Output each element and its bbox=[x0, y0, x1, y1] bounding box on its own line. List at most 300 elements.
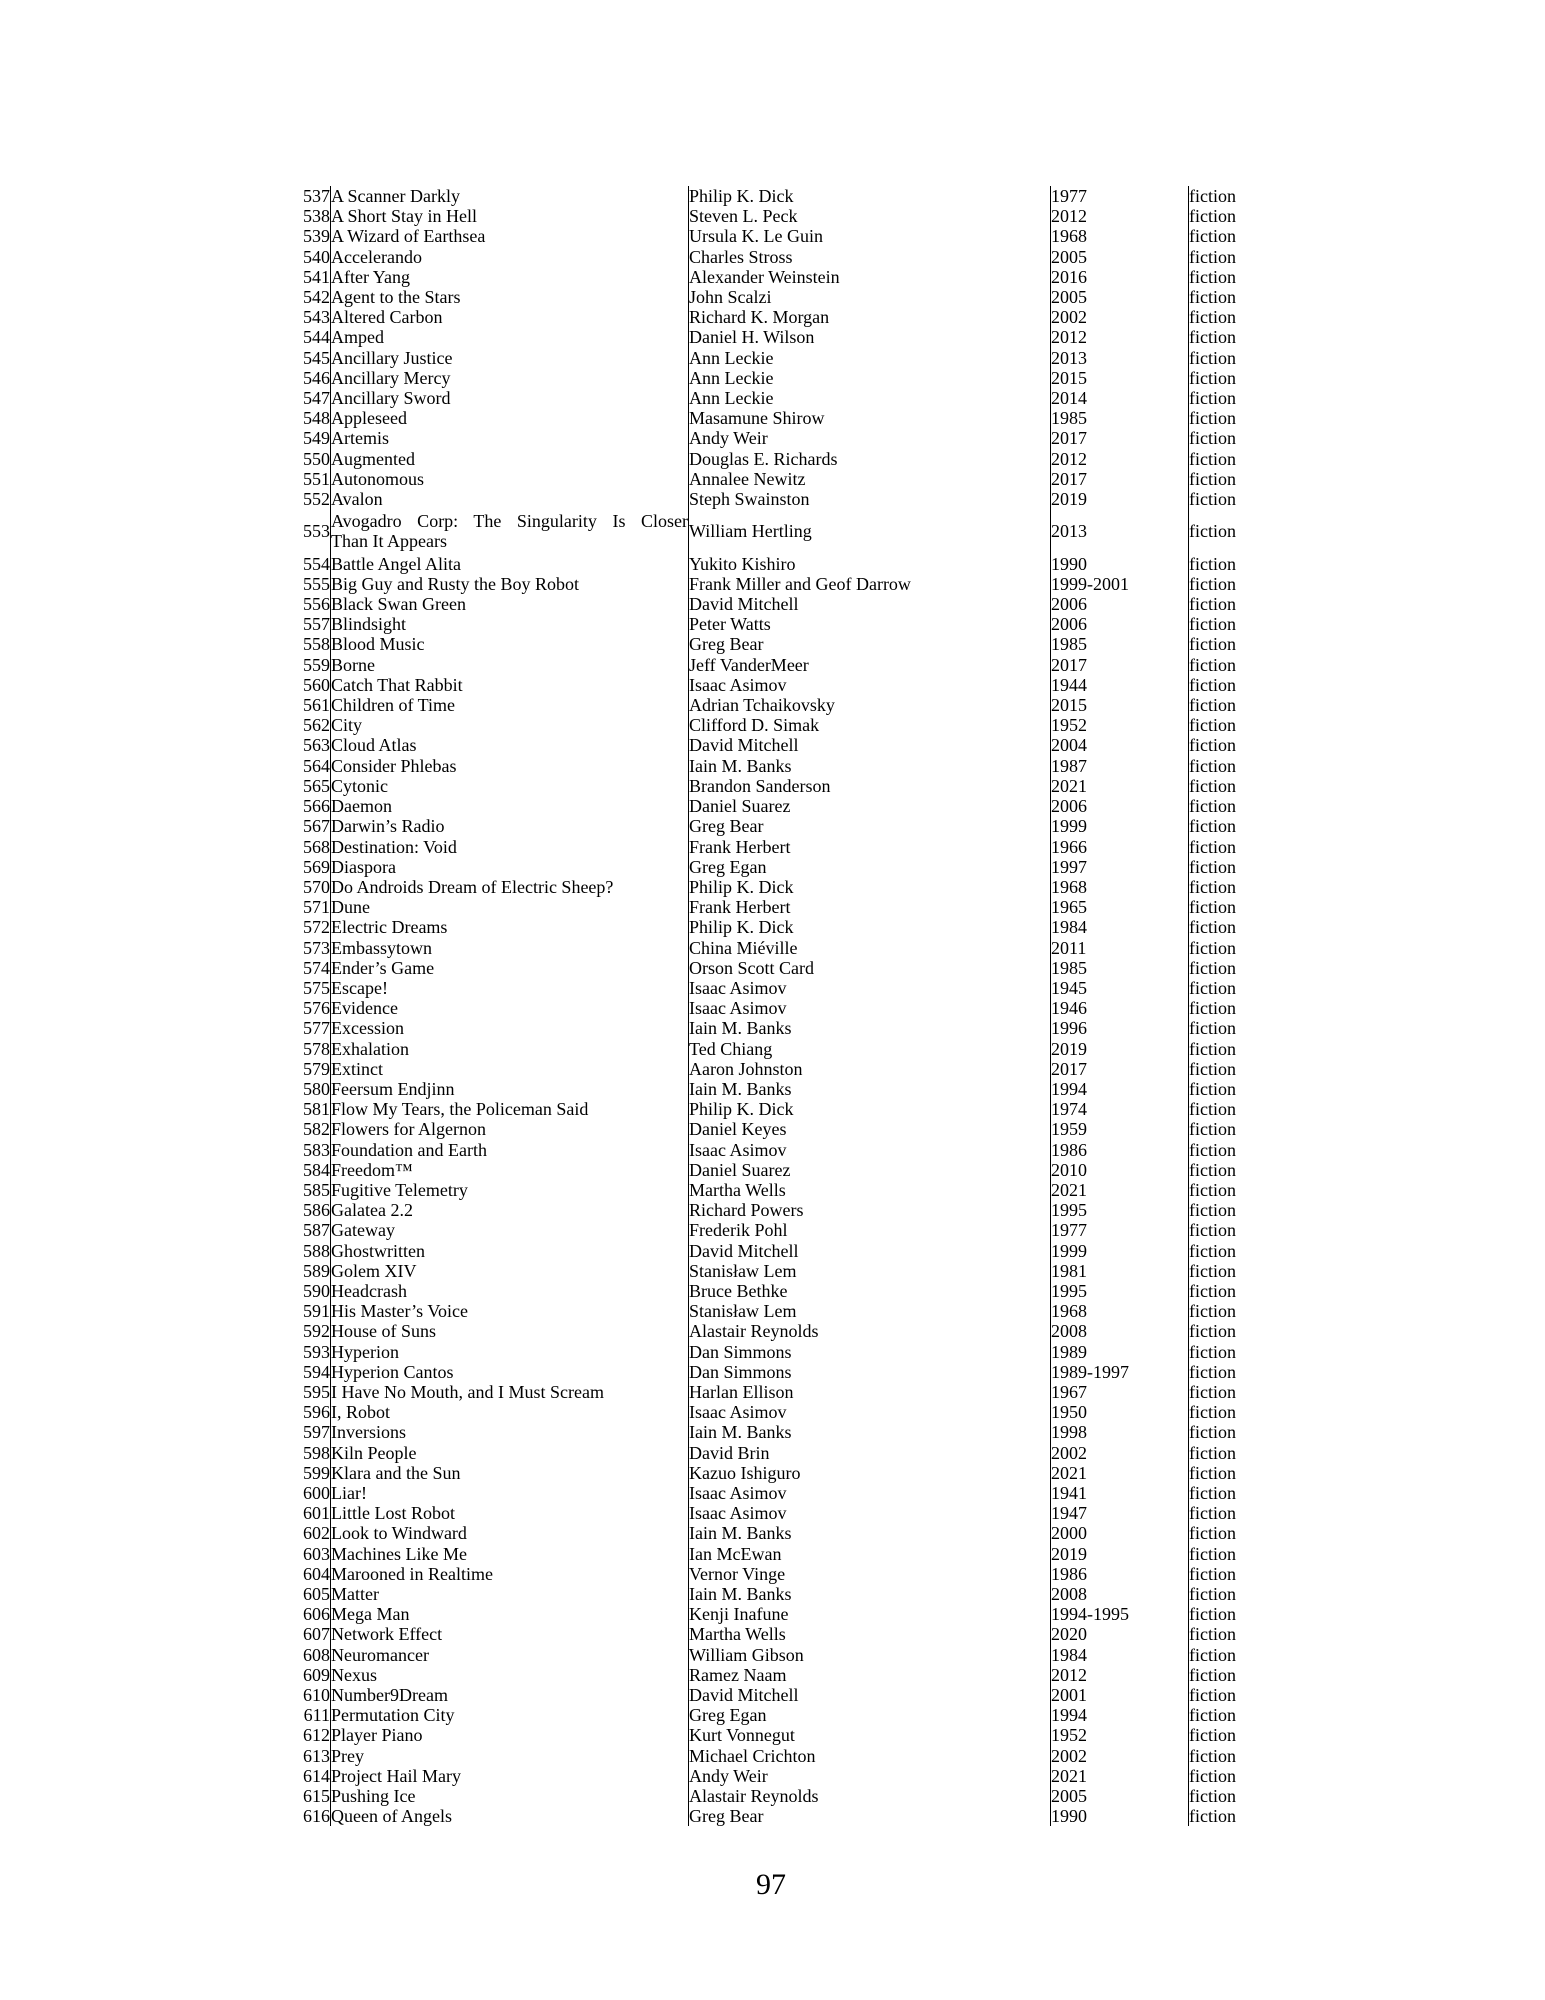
year-cell: 1995 bbox=[1051, 1200, 1189, 1220]
year-cell: 2021 bbox=[1051, 776, 1189, 796]
genre-cell: fiction bbox=[1189, 186, 1281, 206]
title-cell: His Master’s Voice bbox=[331, 1301, 689, 1321]
genre-cell: fiction bbox=[1189, 1059, 1281, 1079]
title-cell bbox=[331, 509, 689, 553]
title-cell: Cloud Atlas bbox=[331, 735, 689, 755]
author-cell: Ann Leckie bbox=[689, 368, 1051, 388]
table-row bbox=[240, 388, 1280, 408]
author-cell: Masamune Shirow bbox=[689, 408, 1051, 428]
year-cell: 1999 bbox=[1051, 816, 1189, 836]
title-cell: Escape! bbox=[331, 978, 689, 998]
author-cell: Greg Bear bbox=[689, 816, 1051, 836]
row-number-cell: 545 bbox=[303, 347, 330, 368]
table-row bbox=[240, 634, 1280, 654]
table-row bbox=[240, 1463, 1280, 1483]
row-number-cell: 594 bbox=[303, 1361, 330, 1382]
row-number-cell: 603 bbox=[303, 1543, 330, 1564]
row-number-cell: 571 bbox=[303, 897, 330, 918]
author-cell: Philip K. Dick bbox=[689, 877, 1051, 897]
year-cell: 1984 bbox=[1051, 917, 1189, 937]
year-cell: 1965 bbox=[1051, 897, 1189, 917]
title-cell: Artemis bbox=[331, 428, 689, 448]
genre-cell: fiction bbox=[1189, 1018, 1281, 1038]
row-number-cell: 566 bbox=[303, 796, 330, 817]
author-cell: Martha Wells bbox=[689, 1624, 1051, 1644]
table-row bbox=[240, 715, 1280, 735]
year-cell: 1968 bbox=[1051, 226, 1189, 246]
author-cell: Bruce Bethke bbox=[689, 1281, 1051, 1301]
author-cell: Isaac Asimov bbox=[689, 978, 1051, 998]
year-cell: 2011 bbox=[1051, 938, 1189, 958]
author-cell: Kazuo Ishiguro bbox=[689, 1463, 1051, 1483]
row-number-cell: 549 bbox=[303, 428, 330, 449]
title-cell: Nexus bbox=[331, 1665, 689, 1685]
table-row bbox=[240, 1220, 1280, 1240]
genre-cell: fiction bbox=[1189, 1584, 1281, 1604]
year-cell: 2006 bbox=[1051, 614, 1189, 634]
genre-cell: fiction bbox=[1189, 1079, 1281, 1099]
table-row bbox=[240, 408, 1280, 428]
author-cell: Iain M. Banks bbox=[689, 1018, 1051, 1038]
author-cell: Philip K. Dick bbox=[689, 186, 1051, 206]
author-cell: Greg Bear bbox=[689, 1806, 1051, 1826]
author-cell: Daniel H. Wilson bbox=[689, 327, 1051, 347]
table-row bbox=[240, 428, 1280, 448]
title-cell: Cytonic bbox=[331, 776, 689, 796]
row-number-cell: 570 bbox=[303, 876, 330, 897]
genre-cell: fiction bbox=[1189, 1746, 1281, 1766]
table-row bbox=[240, 206, 1280, 226]
author-cell: Kenji Inafune bbox=[689, 1604, 1051, 1624]
year-cell: 1999-2001 bbox=[1051, 574, 1189, 594]
author-cell: Dan Simmons bbox=[689, 1362, 1051, 1382]
title-cell: Matter bbox=[331, 1584, 689, 1604]
row-number-cell: 575 bbox=[303, 977, 330, 998]
table-row bbox=[240, 1039, 1280, 1059]
author-cell: Alastair Reynolds bbox=[689, 1321, 1051, 1341]
title-cell: Agent to the Stars bbox=[331, 287, 689, 307]
title-cell: Fugitive Telemetry bbox=[331, 1180, 689, 1200]
author-cell: Aaron Johnston bbox=[689, 1059, 1051, 1079]
genre-cell: fiction bbox=[1189, 1402, 1281, 1422]
year-cell: 2012 bbox=[1051, 1665, 1189, 1685]
title-cell: Consider Phlebas bbox=[331, 756, 689, 776]
year-cell: 2012 bbox=[1051, 327, 1189, 347]
author-cell: Frederik Pohl bbox=[689, 1220, 1051, 1240]
title-cell: Appleseed bbox=[331, 408, 689, 428]
author-cell: Isaac Asimov bbox=[689, 1483, 1051, 1503]
title-cell: Number9Dream bbox=[331, 1685, 689, 1705]
genre-cell: fiction bbox=[1189, 1523, 1281, 1543]
row-number-cell: 546 bbox=[303, 367, 330, 388]
year-cell: 1998 bbox=[1051, 1422, 1189, 1442]
table-row bbox=[240, 226, 1280, 246]
table-row bbox=[240, 857, 1280, 877]
year-cell: 1974 bbox=[1051, 1099, 1189, 1119]
genre-cell: fiction bbox=[1189, 327, 1281, 347]
author-cell: Alexander Weinstein bbox=[689, 267, 1051, 287]
year-cell: 2004 bbox=[1051, 735, 1189, 755]
table-row bbox=[240, 554, 1280, 574]
genre-cell: fiction bbox=[1189, 1321, 1281, 1341]
genre-cell: fiction bbox=[1189, 287, 1281, 307]
row-number-cell: 540 bbox=[303, 246, 330, 267]
year-cell: 2017 bbox=[1051, 1059, 1189, 1079]
table-row bbox=[240, 735, 1280, 755]
title-cell: Destination: Void bbox=[331, 837, 689, 857]
genre-cell: fiction bbox=[1189, 1241, 1281, 1261]
genre-cell: fiction bbox=[1189, 206, 1281, 226]
genre-cell: fiction bbox=[1189, 1624, 1281, 1644]
table-row bbox=[240, 1523, 1280, 1543]
author-cell: Ann Leckie bbox=[689, 348, 1051, 368]
table-row bbox=[240, 1422, 1280, 1442]
year-cell: 1997 bbox=[1051, 857, 1189, 877]
title-cell: Children of Time bbox=[331, 695, 689, 715]
year-cell: 2002 bbox=[1051, 307, 1189, 327]
author-cell: Kurt Vonnegut bbox=[689, 1725, 1051, 1745]
year-cell: 1990 bbox=[1051, 554, 1189, 574]
table-row bbox=[240, 978, 1280, 998]
table-row bbox=[240, 998, 1280, 1018]
table-row bbox=[240, 1241, 1280, 1261]
page-number: 97 bbox=[756, 1868, 786, 1901]
title-cell: Blood Music bbox=[331, 634, 689, 654]
genre-cell: fiction bbox=[1189, 816, 1281, 836]
author-cell: Iain M. Banks bbox=[689, 1584, 1051, 1604]
row-number-cell: 569 bbox=[303, 856, 330, 877]
year-cell: 2017 bbox=[1051, 469, 1189, 489]
title-cell: Flow My Tears, the Policeman Said bbox=[331, 1099, 689, 1119]
table-row bbox=[240, 574, 1280, 594]
author-cell: Isaac Asimov bbox=[689, 1140, 1051, 1160]
year-cell: 1967 bbox=[1051, 1382, 1189, 1402]
year-cell: 1977 bbox=[1051, 186, 1189, 206]
row-number-cell: 551 bbox=[303, 468, 330, 489]
title-cell: Ancillary Justice bbox=[331, 348, 689, 368]
table-row bbox=[240, 1665, 1280, 1685]
year-cell: 1945 bbox=[1051, 978, 1189, 998]
table-row bbox=[240, 917, 1280, 937]
author-cell: Brandon Sanderson bbox=[689, 776, 1051, 796]
title-cell: Mega Man bbox=[331, 1604, 689, 1624]
table-row bbox=[240, 1443, 1280, 1463]
genre-cell: fiction bbox=[1189, 449, 1281, 469]
row-number-cell: 558 bbox=[303, 634, 330, 655]
title-cell: Catch That Rabbit bbox=[331, 675, 689, 695]
row-number-cell: 562 bbox=[303, 715, 330, 736]
title-cell: Black Swan Green bbox=[331, 594, 689, 614]
title-cell: Project Hail Mary bbox=[331, 1766, 689, 1786]
row-number-cell: 602 bbox=[303, 1523, 330, 1544]
title-cell: Altered Carbon bbox=[331, 307, 689, 327]
title-cell: Permutation City bbox=[331, 1705, 689, 1725]
year-cell: 1952 bbox=[1051, 715, 1189, 735]
author-cell: Daniel Suarez bbox=[689, 796, 1051, 816]
table-row bbox=[240, 1645, 1280, 1665]
author-cell: Daniel Suarez bbox=[689, 1160, 1051, 1180]
row-number-cell: 587 bbox=[303, 1220, 330, 1241]
table-row bbox=[240, 1119, 1280, 1139]
title-cell: Queen of Angels bbox=[331, 1806, 689, 1826]
genre-cell: fiction bbox=[1189, 715, 1281, 735]
row-number-cell: 567 bbox=[303, 816, 330, 837]
row-number-cell: 578 bbox=[303, 1038, 330, 1059]
genre-cell: fiction bbox=[1189, 1301, 1281, 1321]
author-cell: Charles Stross bbox=[689, 247, 1051, 267]
year-cell: 1989 bbox=[1051, 1342, 1189, 1362]
author-cell: Daniel Keyes bbox=[689, 1119, 1051, 1139]
genre-cell: fiction bbox=[1189, 877, 1281, 897]
table-row bbox=[240, 614, 1280, 634]
author-cell: Jeff VanderMeer bbox=[689, 655, 1051, 675]
title-cell: Kiln People bbox=[331, 1443, 689, 1463]
author-cell: Harlan Ellison bbox=[689, 1382, 1051, 1402]
genre-cell: fiction bbox=[1189, 1039, 1281, 1059]
row-number-cell: 564 bbox=[303, 755, 330, 776]
row-number-cell: 541 bbox=[303, 266, 330, 287]
year-cell: 2019 bbox=[1051, 1544, 1189, 1564]
author-cell: Ian McEwan bbox=[689, 1544, 1051, 1564]
year-cell: 1946 bbox=[1051, 998, 1189, 1018]
table-row bbox=[240, 655, 1280, 675]
table-row bbox=[240, 594, 1280, 614]
genre-cell: fiction bbox=[1189, 695, 1281, 715]
year-cell: 1981 bbox=[1051, 1261, 1189, 1281]
genre-cell: fiction bbox=[1189, 267, 1281, 287]
title-cell: Ghostwritten bbox=[331, 1241, 689, 1261]
genre-cell: fiction bbox=[1189, 368, 1281, 388]
title-cell: Flowers for Algernon bbox=[331, 1119, 689, 1139]
table-row bbox=[240, 186, 1280, 206]
author-cell: Greg Egan bbox=[689, 857, 1051, 877]
year-cell: 2019 bbox=[1051, 489, 1189, 509]
author-cell: Ramez Naam bbox=[689, 1665, 1051, 1685]
genre-cell: fiction bbox=[1189, 1362, 1281, 1382]
table-row bbox=[240, 1746, 1280, 1766]
title-cell: I, Robot bbox=[331, 1402, 689, 1422]
author-cell: Isaac Asimov bbox=[689, 1402, 1051, 1422]
author-cell: Isaac Asimov bbox=[689, 1503, 1051, 1523]
year-cell: 2020 bbox=[1051, 1624, 1189, 1644]
genre-cell: fiction bbox=[1189, 958, 1281, 978]
title-cell: Daemon bbox=[331, 796, 689, 816]
genre-cell: fiction bbox=[1189, 1645, 1281, 1665]
year-cell: 1950 bbox=[1051, 1402, 1189, 1422]
genre-cell: fiction bbox=[1189, 554, 1281, 574]
table-row bbox=[240, 1402, 1280, 1422]
title-cell: Player Piano bbox=[331, 1725, 689, 1745]
row-number-cell: 612 bbox=[303, 1725, 330, 1746]
genre-cell: fiction bbox=[1189, 1382, 1281, 1402]
title-cell: After Yang bbox=[331, 267, 689, 287]
title-cell: Hyperion Cantos bbox=[331, 1362, 689, 1382]
author-cell: Steph Swainston bbox=[689, 489, 1051, 509]
row-number-cell: 606 bbox=[303, 1604, 330, 1625]
genre-cell: fiction bbox=[1189, 1342, 1281, 1362]
row-number-cell: 543 bbox=[303, 307, 330, 328]
year-cell: 1987 bbox=[1051, 756, 1189, 776]
genre-cell: fiction bbox=[1189, 776, 1281, 796]
author-cell: Annalee Newitz bbox=[689, 469, 1051, 489]
title-cell: Amped bbox=[331, 327, 689, 347]
year-cell: 2013 bbox=[1051, 348, 1189, 368]
table-row bbox=[240, 307, 1280, 327]
year-cell: 1990 bbox=[1051, 1806, 1189, 1826]
table-row bbox=[240, 1200, 1280, 1220]
genre-cell: fiction bbox=[1189, 1544, 1281, 1564]
author-cell: Frank Miller and Geof Darrow bbox=[689, 574, 1051, 594]
year-cell: 2005 bbox=[1051, 287, 1189, 307]
title-cell: City bbox=[331, 715, 689, 735]
row-number-cell: 556 bbox=[303, 594, 330, 615]
genre-cell: fiction bbox=[1189, 1180, 1281, 1200]
author-cell: Michael Crichton bbox=[689, 1746, 1051, 1766]
year-cell: 2002 bbox=[1051, 1746, 1189, 1766]
author-cell: Richard K. Morgan bbox=[689, 307, 1051, 327]
row-number-cell: 565 bbox=[303, 775, 330, 796]
year-cell: 1968 bbox=[1051, 1301, 1189, 1321]
row-number-cell: 544 bbox=[303, 327, 330, 348]
title-cell: Klara and the Sun bbox=[331, 1463, 689, 1483]
title-cell: Look to Windward bbox=[331, 1523, 689, 1543]
title-cell: Augmented bbox=[331, 449, 689, 469]
title-cell: Liar! bbox=[331, 1483, 689, 1503]
author-cell: Peter Watts bbox=[689, 614, 1051, 634]
title-cell: Electric Dreams bbox=[331, 917, 689, 937]
genre-cell: fiction bbox=[1189, 796, 1281, 816]
title-cell: Accelerando bbox=[331, 247, 689, 267]
title-cell: Big Guy and Rusty the Boy Robot bbox=[331, 574, 689, 594]
table-row bbox=[240, 449, 1280, 469]
author-cell: Andy Weir bbox=[689, 428, 1051, 448]
row-number-cell: 553 bbox=[303, 521, 330, 542]
table-row bbox=[240, 958, 1280, 978]
year-cell: 2012 bbox=[1051, 206, 1189, 226]
genre-cell: fiction bbox=[1189, 1483, 1281, 1503]
table-row bbox=[240, 897, 1280, 917]
author-cell: Greg Bear bbox=[689, 634, 1051, 654]
year-cell: 2015 bbox=[1051, 368, 1189, 388]
author-cell: Adrian Tchaikovsky bbox=[689, 695, 1051, 715]
row-number-cell: 563 bbox=[303, 735, 330, 756]
title-cell: Evidence bbox=[331, 998, 689, 1018]
author-cell: Ursula K. Le Guin bbox=[689, 226, 1051, 246]
year-cell: 1984 bbox=[1051, 1645, 1189, 1665]
genre-cell: fiction bbox=[1189, 1200, 1281, 1220]
table-row bbox=[240, 1624, 1280, 1644]
table-row bbox=[240, 509, 1280, 553]
genre-cell: fiction bbox=[1189, 1766, 1281, 1786]
author-cell: Ann Leckie bbox=[689, 388, 1051, 408]
author-cell: China Miéville bbox=[689, 938, 1051, 958]
table-row bbox=[240, 1079, 1280, 1099]
genre-cell: fiction bbox=[1189, 1786, 1281, 1806]
table-row bbox=[240, 1604, 1280, 1624]
author-cell: Philip K. Dick bbox=[689, 917, 1051, 937]
table-row bbox=[240, 287, 1280, 307]
year-cell: 1985 bbox=[1051, 408, 1189, 428]
author-cell: David Mitchell bbox=[689, 1685, 1051, 1705]
title-line: Than It Appears bbox=[331, 531, 447, 552]
row-number-cell: 550 bbox=[303, 448, 330, 469]
table-row bbox=[240, 877, 1280, 897]
author-cell: Vernor Vinge bbox=[689, 1564, 1051, 1584]
genre-cell: fiction bbox=[1189, 1119, 1281, 1139]
row-number-cell: 538 bbox=[303, 206, 330, 227]
title-cell: Diaspora bbox=[331, 857, 689, 877]
table-row bbox=[240, 837, 1280, 857]
genre-cell: fiction bbox=[1189, 1564, 1281, 1584]
table-row bbox=[240, 1342, 1280, 1362]
table-row bbox=[240, 1564, 1280, 1584]
author-cell: Dan Simmons bbox=[689, 1342, 1051, 1362]
genre-cell: fiction bbox=[1189, 857, 1281, 877]
table-row bbox=[240, 1160, 1280, 1180]
table-row bbox=[240, 938, 1280, 958]
title-cell: Autonomous bbox=[331, 469, 689, 489]
row-number-cell: 574 bbox=[303, 957, 330, 978]
author-cell: Andy Weir bbox=[689, 1766, 1051, 1786]
table-row bbox=[240, 1766, 1280, 1786]
genre-cell: fiction bbox=[1189, 938, 1281, 958]
year-cell: 1968 bbox=[1051, 877, 1189, 897]
genre-cell: fiction bbox=[1189, 489, 1281, 509]
genre-cell: fiction bbox=[1189, 675, 1281, 695]
row-number-cell: 542 bbox=[303, 287, 330, 308]
table-row bbox=[240, 1321, 1280, 1341]
year-cell: 2002 bbox=[1051, 1443, 1189, 1463]
row-number-cell: 615 bbox=[303, 1786, 330, 1807]
book-list-table bbox=[240, 186, 1280, 1826]
table-row bbox=[240, 1685, 1280, 1705]
author-cell: David Brin bbox=[689, 1443, 1051, 1463]
title-cell: A Short Stay in Hell bbox=[331, 206, 689, 226]
row-number-cell: 598 bbox=[303, 1442, 330, 1463]
row-number-cell: 610 bbox=[303, 1685, 330, 1706]
genre-cell: fiction bbox=[1189, 1685, 1281, 1705]
genre-cell: fiction bbox=[1189, 614, 1281, 634]
author-cell: Iain M. Banks bbox=[689, 1523, 1051, 1543]
row-number-cell: 583 bbox=[303, 1139, 330, 1160]
row-number-cell: 616 bbox=[303, 1806, 330, 1827]
row-number-cell: 614 bbox=[303, 1765, 330, 1786]
row-number-cell: 609 bbox=[303, 1664, 330, 1685]
table-row bbox=[240, 1018, 1280, 1038]
row-number-cell: 613 bbox=[303, 1745, 330, 1766]
table-row bbox=[240, 267, 1280, 287]
title-cell: Freedom™ bbox=[331, 1160, 689, 1180]
author-cell: John Scalzi bbox=[689, 287, 1051, 307]
year-cell: 2021 bbox=[1051, 1463, 1189, 1483]
author-cell: Yukito Kishiro bbox=[689, 554, 1051, 574]
year-cell: 2016 bbox=[1051, 267, 1189, 287]
row-number-cell: 588 bbox=[303, 1240, 330, 1261]
title-cell: Darwin’s Radio bbox=[331, 816, 689, 836]
title-cell: House of Suns bbox=[331, 1321, 689, 1341]
table-row bbox=[240, 1705, 1280, 1725]
genre-cell: fiction bbox=[1189, 1099, 1281, 1119]
author-cell: Iain M. Banks bbox=[689, 756, 1051, 776]
year-cell: 2010 bbox=[1051, 1160, 1189, 1180]
year-cell: 1977 bbox=[1051, 1220, 1189, 1240]
year-cell: 1944 bbox=[1051, 675, 1189, 695]
genre-cell: fiction bbox=[1189, 226, 1281, 246]
title-cell: Ancillary Sword bbox=[331, 388, 689, 408]
row-number-cell: 592 bbox=[303, 1321, 330, 1342]
author-cell: William Gibson bbox=[689, 1645, 1051, 1665]
row-number-cell: 584 bbox=[303, 1159, 330, 1180]
